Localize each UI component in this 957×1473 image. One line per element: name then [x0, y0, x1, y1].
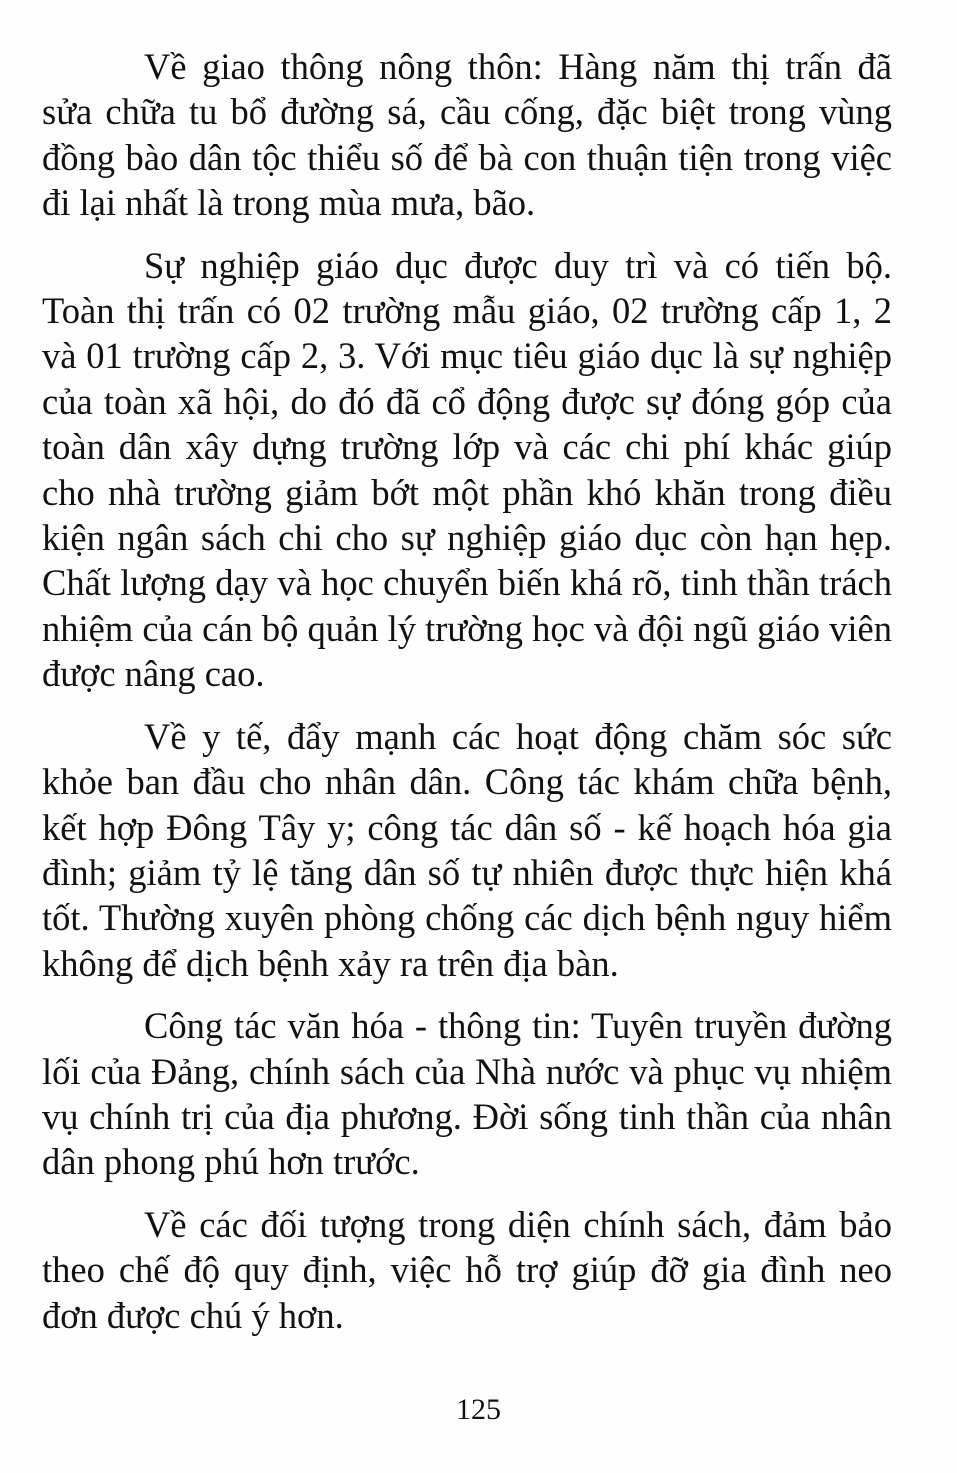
- paragraph-education: Sự nghiệp giáo dục được duy trì và có tiến bộ. Toàn thị trấn có 02 trường mẫu giáo, 02 trường cấp 1, 2 và 01 trường cấp 2, 3. Với mục tiêu giáo dục là sự nghiệp của toàn xã hội, do đó đã cổ động được sự đóng góp của toàn dân xây dựng trường lớp và các chi phí khác giúp cho nhà trường giảm bớt một phần khó khăn trong điều kiện ngân sách chi cho sự nghiệp giáo dục còn hạn hẹp. Chất lượng dạy và học chuyển biến khá rõ, tinh thần trách nhiệm của cán bộ quản lý trường học và đội ngũ giáo viên được nâng cao.: [42, 244, 892, 695]
- paragraph-rural-transport: Về giao thông nông thôn: Hàng năm thị trấn đã sửa chữa tu bổ đường sá, cầu cống, đặc biệt trong vùng đồng bào dân tộc thiểu số để bà con thuận tiện trong việc đi lại nhất là trong mùa mưa, bão.: [42, 46, 892, 224]
- page-number: 125: [456, 1393, 501, 1426]
- body-text: [42, 44, 892, 1355]
- paragraph-policy-beneficiaries: Về các đối tượng trong diện chính sách, đảm bảo theo chế độ quy định, việc hỗ trợ giúp đỡ gia đình neo đơn được chú ý hơn.: [42, 1203, 892, 1336]
- paragraph-health: Về y tế, đẩy mạnh các hoạt động chăm sóc sức khỏe ban đầu cho nhân dân. Công tác khám chữa bệnh, kết hợp Đông Tây y; công tác dân số - kế hoạch hóa gia đình; giảm tỷ lệ tăng dân số tự nhiên được thực hiện khá tốt. Thường xuyên phòng chống các dịch bệnh nguy hiểm không để dịch bệnh xảy ra trên địa bàn.: [42, 715, 892, 984]
- paragraph-culture-information: Công tác văn hóa - thông tin: Tuyên truyền đường lối của Đảng, chính sách của Nhà nước và phục vụ nhiệm vụ chính trị của địa phương. Đời sống tinh thần của nhân dân phong phú hơn trước.: [42, 1005, 892, 1183]
